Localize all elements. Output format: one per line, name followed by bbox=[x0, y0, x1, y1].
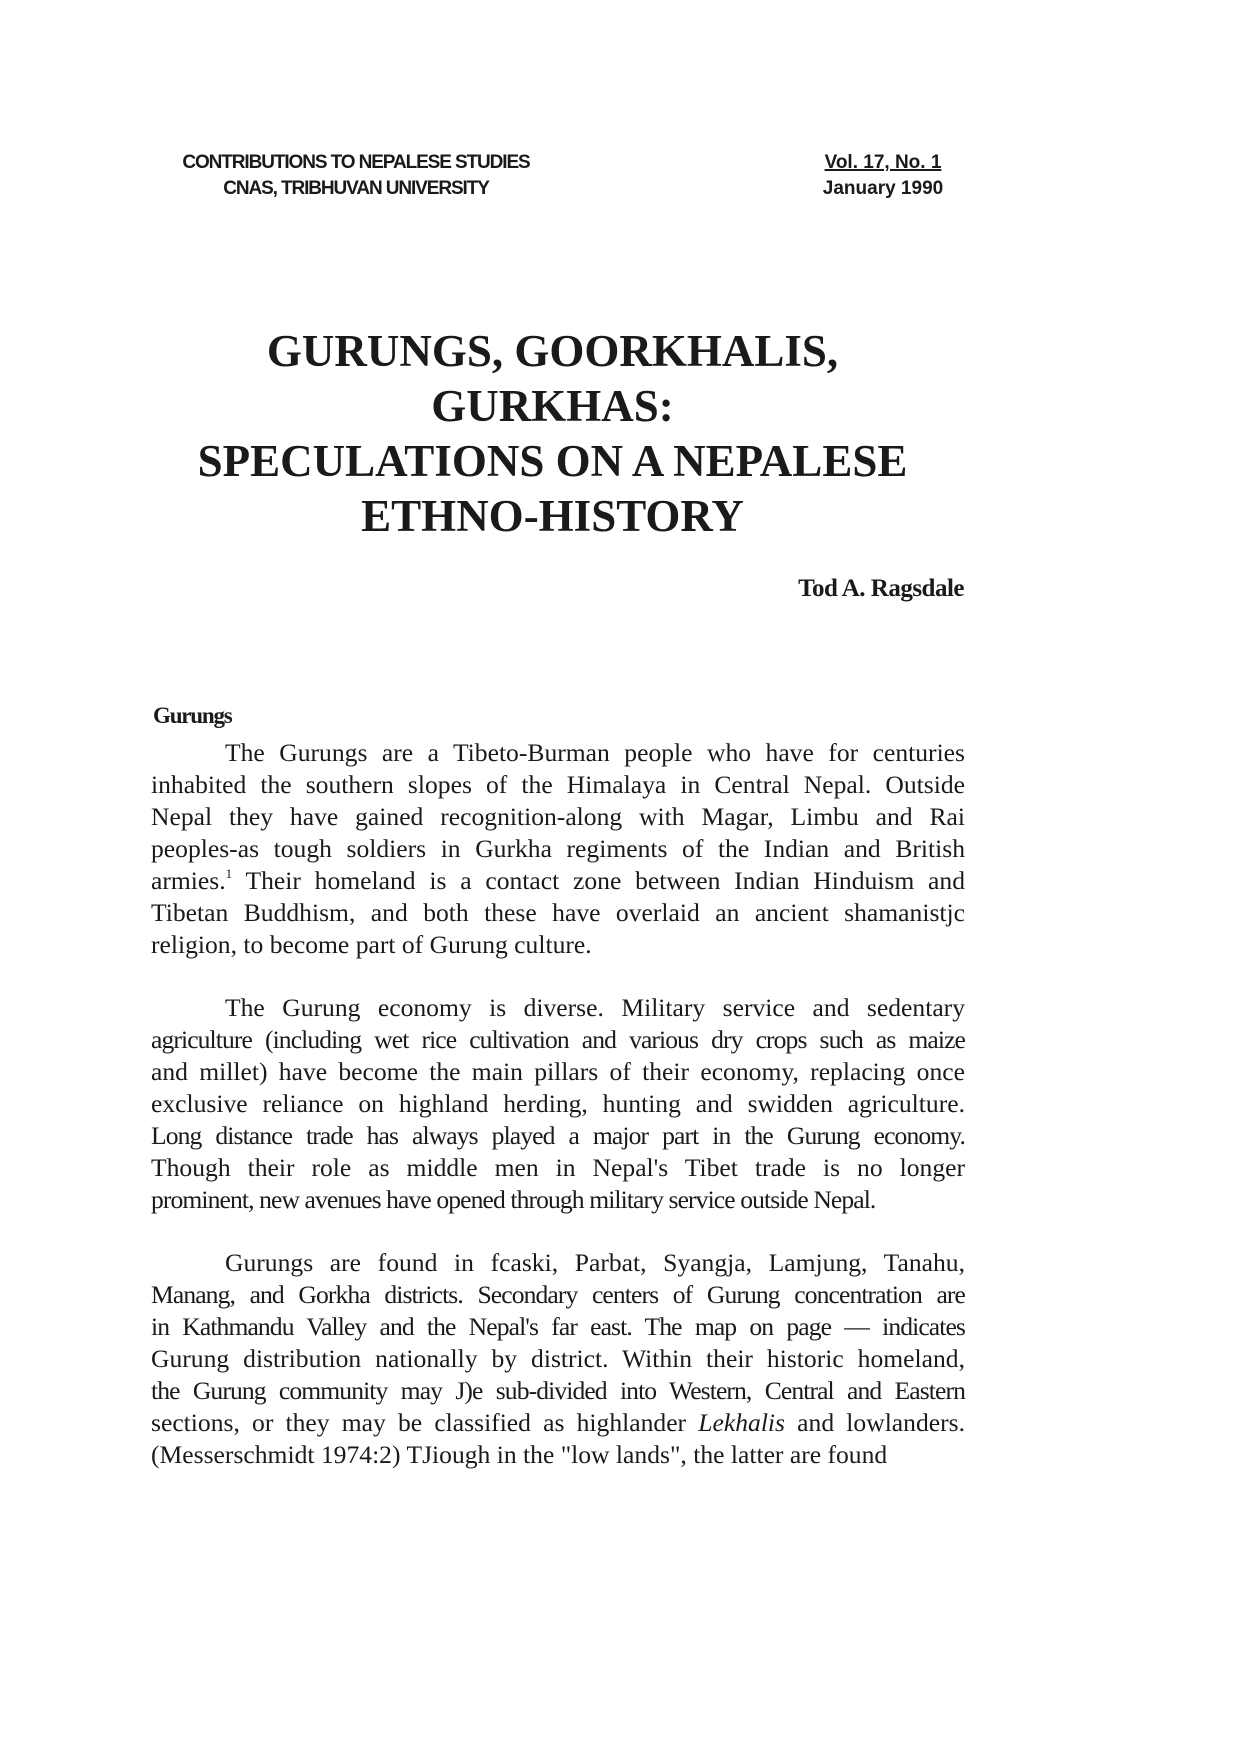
text-line: exclusive reliance on highland herding, hunting and swidden agriculture. bbox=[151, 1089, 965, 1118]
footnote-marker[interactable]: 1 bbox=[225, 866, 233, 881]
italic-term: Lekhalis bbox=[698, 1408, 785, 1437]
title-line: GURKHAS: bbox=[431, 381, 674, 431]
text-line: prominent, new avenues have opened through military service outside Nepal. bbox=[151, 1185, 876, 1214]
issue-info bbox=[808, 150, 958, 202]
title-line: GURUNGS, GOORKHALIS, bbox=[266, 326, 839, 376]
text-fragment: armies. bbox=[151, 866, 226, 895]
text-line: Nepal they have gained recognition-along with Magar, Limbu and Rai bbox=[151, 802, 965, 831]
text-line: The Gurungs are a Tibeto-Burman people who have for centuries bbox=[225, 738, 965, 767]
text-line: Gurungs are found in fcaski, Parbat, Syangja, Lamjung, Tanahu, bbox=[225, 1248, 965, 1277]
title-line: ETHNO-HISTORY bbox=[361, 491, 744, 541]
text-line: Tibetan Buddhism, and both these have overlaid an ancient shamanistjc bbox=[151, 898, 965, 927]
text-line bbox=[151, 865, 965, 897]
section-heading: Gurungs bbox=[153, 703, 232, 728]
paragraph bbox=[151, 1247, 965, 1471]
paragraph bbox=[151, 992, 965, 1216]
journal-header bbox=[150, 150, 562, 202]
text-line: in Kathmandu Valley and the Nepal's far east. The map on page — indicates bbox=[151, 1312, 965, 1341]
text-line: Long distance trade has always played a major part in the Gurung economy. bbox=[151, 1121, 965, 1150]
text-line: religion, to become part of Gurung culture. bbox=[151, 930, 592, 959]
text-line: and millet) have become the main pillars of their economy, replacing once bbox=[151, 1057, 965, 1086]
author-name: Tod A. Ragsdale bbox=[798, 575, 964, 602]
text-line: (Messerschmidt 1974:2) TJiough in the "low lands", the latter are found bbox=[151, 1440, 888, 1469]
journal-name: CONTRIBUTIONS TO NEPALESE STUDIES bbox=[182, 152, 530, 173]
text-line: Gurung distribution nationally by district. Within their historic homeland, bbox=[151, 1344, 965, 1373]
text-line: peoples-as tough soldiers in Gurkha regiments of the Indian and British bbox=[151, 834, 965, 863]
paragraph bbox=[151, 737, 965, 961]
text-line: inhabited the southern slopes of the Himalaya in Central Nepal. Outside bbox=[151, 770, 965, 799]
text-line: The Gurung economy is diverse. Military service and sedentary bbox=[225, 993, 965, 1022]
text-line bbox=[151, 1407, 965, 1439]
text-line: the Gurung community may J)e sub-divided into Western, Central and Eastern bbox=[151, 1376, 965, 1405]
volume-number: Vol. 17, No. 1 bbox=[824, 152, 942, 173]
text-fragment: sections, or they may be classified as highlander bbox=[151, 1408, 699, 1437]
text-line: Though their role as middle men in Nepal's Tibet trade is no longer bbox=[151, 1153, 965, 1182]
issue-date: January 1990 bbox=[822, 178, 944, 199]
article-title bbox=[140, 324, 965, 544]
text-line: Manang, and Gorkha districts. Secondary centers of Gurung concentration are bbox=[151, 1280, 965, 1309]
text-line: agriculture (including wet rice cultivation and various dry crops such as maize bbox=[151, 1025, 965, 1054]
title-line: SPECULATIONS ON A NEPALESE bbox=[197, 436, 908, 486]
text-fragment: Their homeland is a contact zone between Indian Hinduism and bbox=[232, 866, 965, 895]
journal-institution: CNAS, TRIBHUVAN UNIVERSITY bbox=[223, 178, 489, 199]
text-fragment: and lowlanders. bbox=[785, 1408, 965, 1437]
